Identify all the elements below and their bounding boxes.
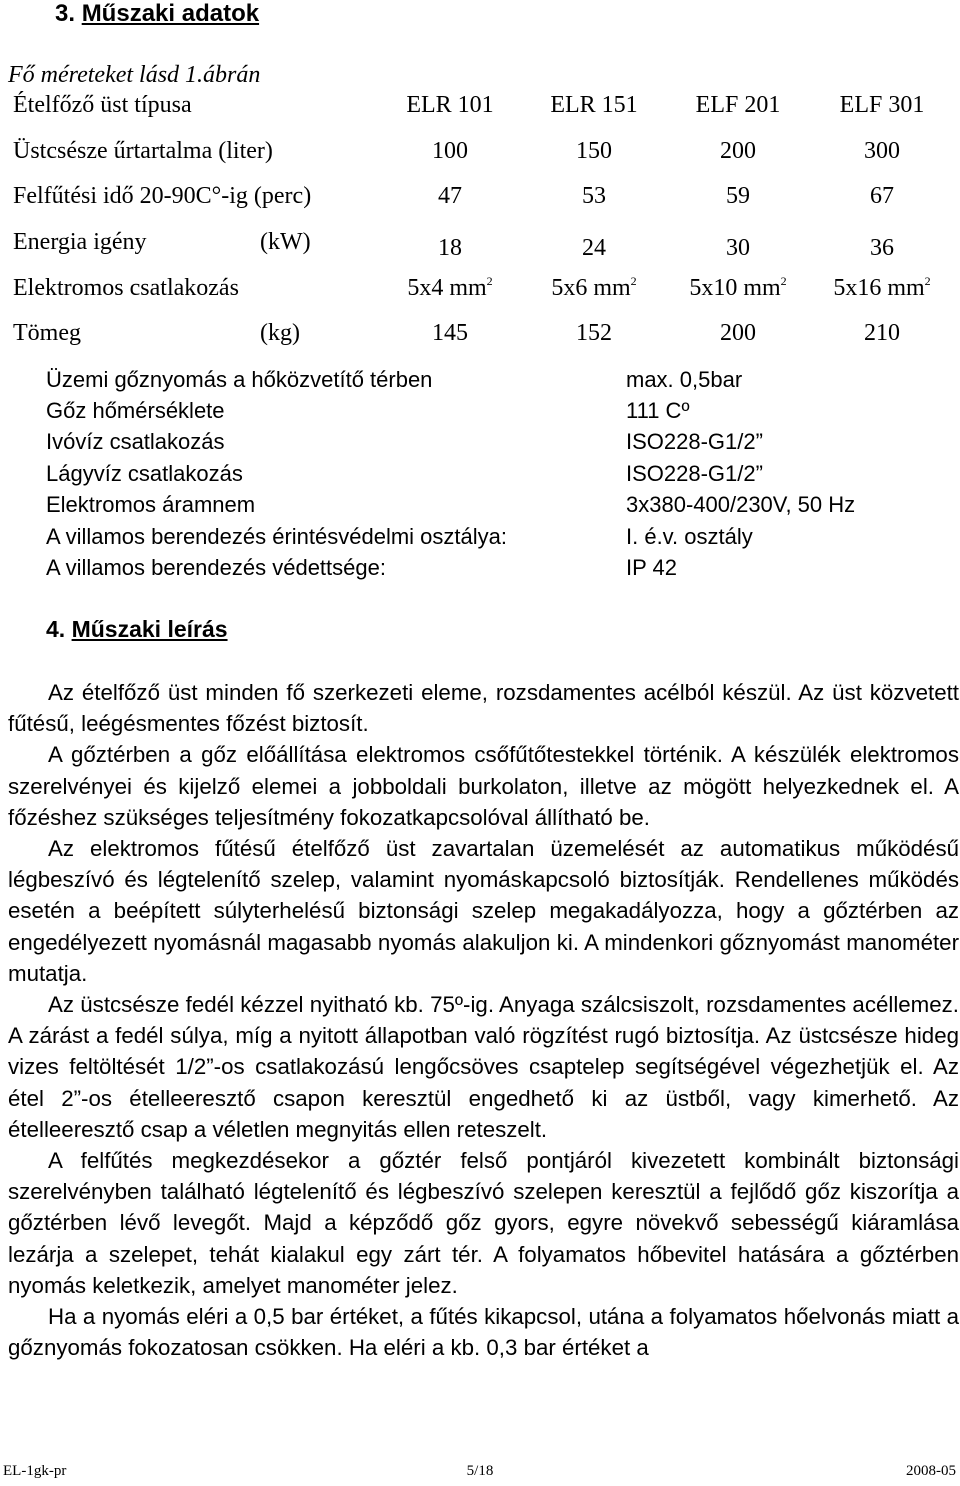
paragraph: A gőztérben a gőz előállítása elektromos csőfűtőtestekkel történik. A készülék elektromos szerelvényei és kijelző elemei a jobboldali burkolaton, illetve az mögött helyezkednek el. A főzéshez szükséges teljesítmény fokozatkapcsolóval állítható be. [8, 742, 959, 830]
property-key: Gőz hőmérséklete [46, 398, 225, 423]
spec-value: 210 [864, 320, 900, 346]
spec-value: 5x6 $mm^2$ [551, 274, 637, 301]
spec-value: 5x4 $mm^2$ [407, 274, 493, 301]
spec-value: 18 [438, 235, 462, 261]
spec-label: Energia igény [13, 229, 147, 255]
spec-value: 200 [720, 320, 756, 346]
paragraph: A felfűtés megkezdésekor a gőztér felső pontjáról kivezetett kombinált biztonsági szerelvényben található légtelenítő és légbeszívó szelepen keresztül a fejlődő gőz kiszorítja a gőztérben lévő levegőt. Majd a képződő gőz gyors, egyre növekvő sebességű kiáramlása lezárja a szelepet, tehát kialakul egy zárt tér. A folyamatos hőbevitel hatására a gőztérben nyomás keletkezik, amelyet manométer jelez. [8, 1148, 959, 1298]
paragraph: Az elektromos fűtésű ételfőző üst zavartalan üzemelését az automatikus működésű légbeszívó és légtelenítő szelep, valamint nyomáskapcsoló biztosítják. Rendellenes működés esetén a beépített súlyterhelésű biztonsági szelep megakadályozza, hogy a gőztérben az engedélyezett nyomásnál magasabb nyomás alakuljon ki. A mindenkori gőznyomást manométer mutatja. [8, 836, 959, 986]
property-row [0, 429, 960, 461]
property-key: A villamos berendezés érintésvédelmi osztálya: [46, 524, 508, 549]
property-row [0, 524, 960, 556]
property-value: max. 0,5bar [626, 367, 743, 392]
property-value: 111 Cº [626, 398, 690, 423]
spec-value: 36 [870, 235, 894, 261]
spec-value: 300 [864, 138, 900, 164]
spec-label: Elektromos csatlakozás [13, 275, 239, 301]
spec-value: 30 [726, 235, 750, 261]
section-4-number: 4. [46, 616, 66, 642]
model-elf201: ELF 201 [695, 92, 781, 118]
spec-value: 145 [432, 320, 468, 346]
property-value: 3x380-400/230V, 50 Hz [626, 492, 856, 517]
property-key: Ivóvíz csatlakozás [46, 429, 225, 454]
property-key: Lágyvíz csatlakozás [46, 461, 243, 486]
paragraph: Az ételfőző üst minden fő szerkezeti eleme, rozsdamentes acélból készül. Az üst közvetett fűtésű, leégésmentes főzést biztosít. [8, 680, 959, 737]
document-code: EL-1gk-pr [3, 1463, 67, 1479]
property-value: IP 42 [626, 555, 677, 580]
spec-row-capacity [0, 138, 960, 172]
spec-value: 24 [582, 235, 606, 261]
section-3-heading [55, 0, 259, 28]
section-4-heading [46, 616, 228, 643]
paragraph: Az üstcsésze fedél kézzel nyitható kb. 75º-ig. Anyaga szálcsiszolt, rozsdamentes acéllemez. A zárást a fedél súlya, míg a nyitott állapotban való rögzítést rugó biztosítja. Az üstcsésze hideg vizes feltöltését 1/2”-os csatlakozású lengőcsöves csaptelep segítségével végezhetjük el. Az étel 2”-os ételleeresztő csapon keresztül engedhető ki az üstből, vagy kimerhető. Az ételleeresztő csap a véletlen megnyitás ellen reteszelt. [8, 992, 959, 1142]
spec-value: 150 [576, 138, 612, 164]
property-value: ISO228-G1/2” [626, 429, 763, 454]
spec-header-row [0, 92, 960, 126]
spec-value: 200 [720, 138, 756, 164]
property-value: I. é.v. osztály [626, 524, 753, 549]
spec-value: 152 [576, 320, 612, 346]
property-key: A villamos berendezés védettsége: [46, 555, 386, 580]
spec-row-electrical [0, 275, 960, 309]
model-elr101: ELR 101 [406, 92, 494, 118]
paragraph: Ha a nyomás eléri a 0,5 bar értéket, a fűtés kikapcsol, utána a folyamatos hőelvonás miatt a gőznyomás fokozatosan csökken. Ha eléri a kb. 0,3 bar értéket a [8, 1304, 959, 1361]
spec-value: 47 [438, 183, 462, 209]
spec-label: Felfűtési idő 20-90C°-ig (perc) [13, 183, 312, 209]
spec-value: 5x10 $mm^2$ [689, 274, 787, 301]
page-footer [0, 1463, 960, 1483]
section-3-title: Műszaki adatok [81, 0, 260, 27]
model-elf301: ELF 301 [839, 92, 925, 118]
property-value: ISO228-G1/2” [626, 461, 763, 486]
model-elr151: ELR 151 [550, 92, 638, 118]
spec-label: Tömeg [13, 320, 81, 346]
spec-value: 67 [870, 183, 894, 209]
spec-value: 100 [432, 138, 468, 164]
section-3-number: 3. [55, 0, 76, 27]
spec-value: 53 [582, 183, 606, 209]
property-key: Üzemi gőznyomás a hőközvetítő térben [46, 367, 433, 392]
property-row [0, 367, 960, 399]
spec-row-power [0, 229, 960, 263]
property-row [0, 461, 960, 493]
spec-row-heating-time [0, 183, 960, 217]
property-row [0, 398, 960, 430]
section-4-title: Műszaki leírás [71, 616, 228, 642]
property-row [0, 492, 960, 524]
spec-header-label: Ételfőző üst típusa [13, 92, 192, 118]
page-number: 5/18 [466, 1463, 494, 1479]
dimensions-reference: Fő méreteket lásd 1.ábrán [8, 62, 261, 88]
spec-label: Üstcsésze űrtartalma (liter) [13, 138, 273, 164]
technical-description [8, 677, 959, 1363]
spec-unit: (kW) [260, 229, 311, 255]
spec-value: 59 [726, 183, 750, 209]
spec-unit: (kg) [260, 320, 300, 346]
spec-value: 5x16 $mm^2$ [833, 274, 931, 301]
property-key: Elektromos áramnem [46, 492, 256, 517]
document-date: 2008-05 [906, 1463, 956, 1479]
property-row [0, 555, 960, 587]
spec-row-weight [0, 320, 960, 354]
